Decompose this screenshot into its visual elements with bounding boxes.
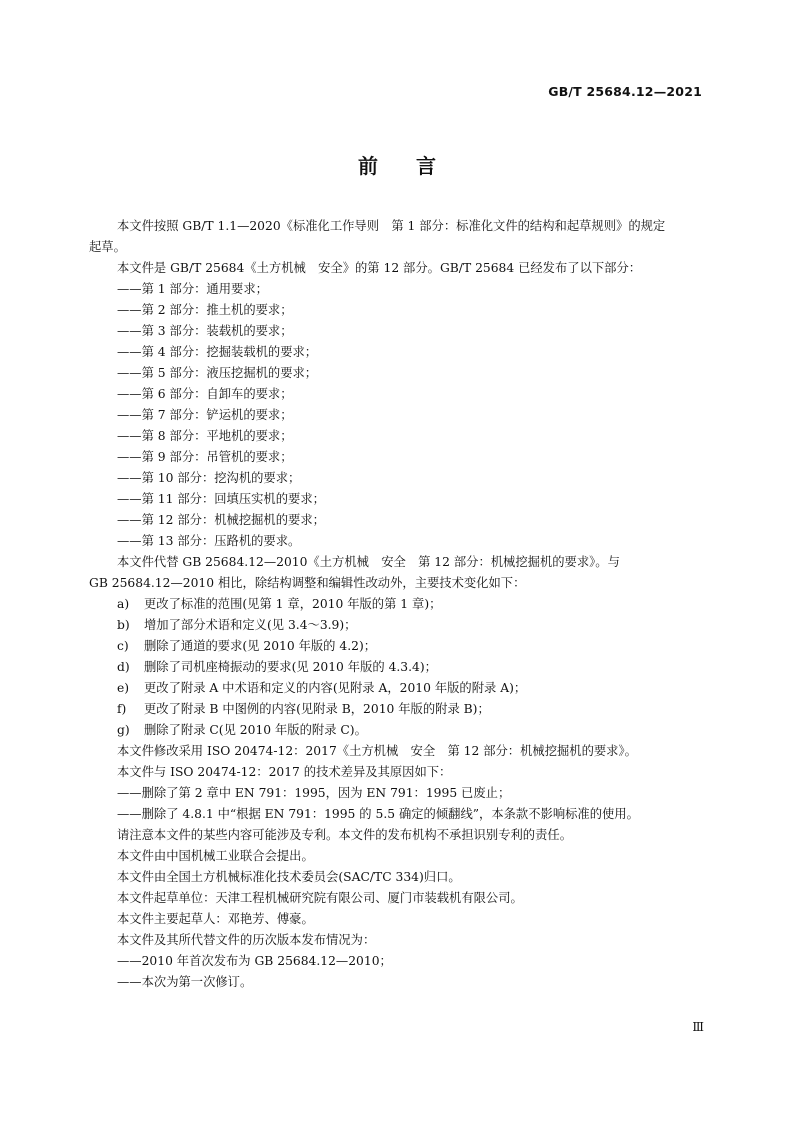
paragraph-drafting-units: 本文件起草单位：天津工程机械研究院有限公司、厦门市装载机有限公司。	[117, 891, 523, 905]
list-item-change	[89, 678, 706, 699]
list-marker: a)	[117, 597, 130, 611]
paragraph-patent-notice: 请注意本文件的某些内容可能涉及专利。本文件的发布机构不承担识别专利的责任。	[117, 828, 572, 842]
paragraph-drafting-rules-cont: 起草。	[89, 240, 126, 254]
list-item-change	[89, 636, 706, 657]
list-item-difference: ——删除了 4.8.1 中“根据 EN 791：1995 的 5.5 确定的倾翻线”，本条款不影响标准的使用。	[117, 807, 639, 821]
paragraph-administered-by: 本文件由全国土方机械标准化技术委员会(SAC/TC 334)归口。	[117, 870, 461, 884]
list-item-history: ——2010 年首次发布为 GB 25684.12—2010；	[117, 954, 392, 968]
list-item-part: ——第 5 部分：液压挖掘机的要求；	[117, 366, 318, 380]
list-item-part: ——第 8 部分：平地机的要求；	[117, 429, 293, 443]
list-marker: d)	[117, 660, 130, 674]
list-item-part: ——第 9 部分：吊管机的要求；	[117, 450, 293, 464]
paragraph-drafters: 本文件主要起草人：邓艳芳、傅豪。	[117, 912, 314, 926]
list-item-text: 删除了附录 C(见 2010 年版的附录 C)。	[144, 723, 367, 737]
list-item-change	[89, 615, 706, 636]
list-item-text: 删除了司机座椅振动的要求(见 2010 年版的 4.3.4)；	[144, 660, 437, 674]
list-item-part: ——第 11 部分：回填压实机的要求；	[117, 492, 325, 506]
paragraph-series-intro: 本文件是 GB/T 25684《土方机械 安全》的第 12 部分。GB/T 25684 已经发布了以下部分：	[117, 261, 642, 275]
paragraph-replaces: 本文件代替 GB 25684.12—2010《土方机械 安全 第 12 部分：机械挖掘机的要求》。与	[117, 555, 620, 569]
list-item-part: ——第 4 部分：挖掘装载机的要求；	[117, 345, 318, 359]
list-marker: e)	[117, 681, 130, 695]
paragraph-replaces-cont: GB 25684.12—2010 相比，除结构调整和编辑性改动外，主要技术变化如下：	[89, 576, 526, 590]
list-item-change	[89, 699, 706, 720]
list-item-part: ——第 13 部分：压路机的要求。	[117, 534, 301, 548]
list-item-history: ——本次为第一次修订。	[117, 975, 253, 989]
list-marker: b)	[117, 618, 130, 632]
list-item-text: 更改了标准的范围(见第 1 章，2010 年版的第 1 章)；	[144, 597, 442, 611]
list-item-part: ——第 3 部分：装载机的要求；	[117, 324, 293, 338]
list-item-part: ——第 12 部分：机械挖掘机的要求；	[117, 513, 325, 527]
list-item-change	[89, 657, 706, 678]
list-item-part: ——第 2 部分：推土机的要求；	[117, 303, 293, 317]
page-number: Ⅲ	[692, 1020, 704, 1034]
standard-code: GB/T 25684.12—2021	[548, 84, 702, 99]
list-item-difference: ——删除了第 2 章中 EN 791：1995，因为 EN 791：1995 已废止；	[117, 786, 511, 800]
list-marker: f)	[117, 702, 127, 716]
paragraph-technical-differences: 本文件与 ISO 20474-12：2017 的技术差异及其原因如下：	[117, 765, 452, 779]
list-item-text: 更改了附录 A 中术语和定义的内容(见附录 A，2010 年版的附录 A)；	[144, 681, 527, 695]
list-item-text: 更改了附录 B 中图例的内容(见附录 B，2010 年版的附录 B)；	[144, 702, 490, 716]
list-item-change	[89, 720, 706, 741]
foreword-body	[89, 216, 706, 993]
list-item-text: 增加了部分术语和定义(见 3.4～3.9)；	[144, 618, 357, 632]
list-item-part: ——第 7 部分：铲运机的要求；	[117, 408, 293, 422]
paragraph-drafting-rules: 本文件按照 GB/T 1.1—2020《标准化工作导则 第 1 部分：标准化文件的结构和起草规则》的规定	[117, 219, 666, 233]
list-item-part: ——第 10 部分：挖沟机的要求；	[117, 471, 301, 485]
paragraph-proposed-by: 本文件由中国机械工业联合会提出。	[117, 849, 314, 863]
list-item-change	[89, 594, 706, 615]
list-marker: g)	[117, 723, 130, 737]
page-title	[0, 150, 794, 179]
list-marker: c)	[117, 639, 129, 653]
page-title-part2: 言	[416, 154, 436, 178]
page-title-part1: 前	[358, 154, 378, 178]
list-item-text: 删除了通道的要求(见 2010 年版的 4.2)；	[144, 639, 377, 653]
paragraph-modification: 本文件修改采用 ISO 20474-12：2017《土方机械 安全 第 12 部分：机械挖掘机的要求》。	[117, 744, 637, 758]
list-item-part: ——第 6 部分：自卸车的要求；	[117, 387, 293, 401]
paragraph-version-history: 本文件及其所代替文件的历次版本发布情况为：	[117, 933, 376, 947]
list-item-part: ——第 1 部分：通用要求；	[117, 282, 268, 296]
